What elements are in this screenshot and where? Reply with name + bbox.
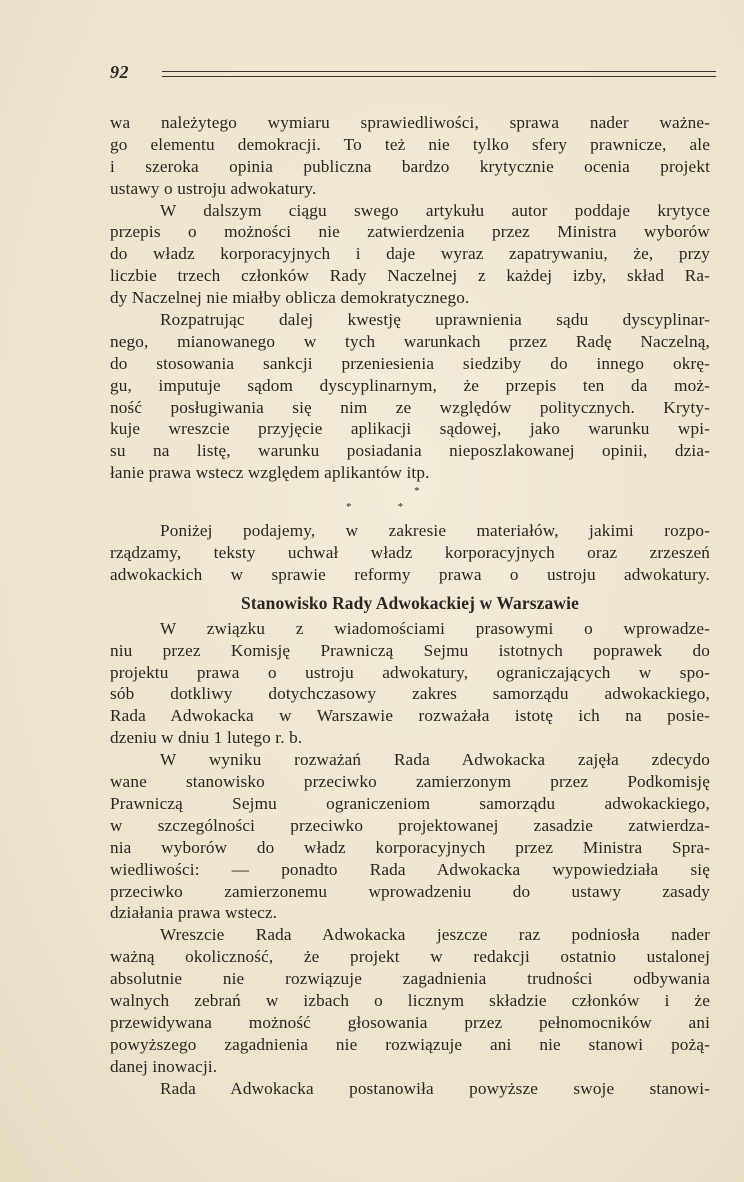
text-line: Wreszcie Rada Adwokacka jeszcze raz podniosła nader <box>160 925 710 945</box>
text-line: danej inowacji. <box>110 1056 218 1076</box>
paragraph <box>110 309 710 484</box>
text-line: Rada Adwokacka postanowiła powyższe swoje stanowi- <box>160 1078 710 1098</box>
paragraph <box>110 112 710 200</box>
text-line: wiedliwości: — ponadto Rada Adwokacka wypowiedziała się <box>110 859 710 879</box>
page-number: 92 <box>110 62 129 82</box>
text-line: wane stanowisko przeciwko zamierzonym przez Podkomisję <box>110 772 710 792</box>
body-text <box>110 112 710 1099</box>
separator-asterisk-left: * <box>346 501 352 514</box>
separator-asterisks <box>110 498 710 520</box>
text-line: nia wyborów do władz korporacyjnych przez Ministra Spra- <box>110 837 710 857</box>
text-line: rządzamy, teksty uchwał władz korporacyjnych oraz zrzeszeń <box>110 543 710 563</box>
text-line: walnych zebrań w izbach o licznym składzie członków i że <box>110 990 710 1010</box>
text-line: Rada Adwokacka w Warszawie rozważała istotę ich na posie- <box>110 706 710 726</box>
text-line: gu, imputuje sądom dyscyplinarnym, że przepis ten da moż- <box>110 375 710 395</box>
text-line: projektu prawa o ustroju adwokatury, ograniczających w spo- <box>110 662 710 682</box>
text-line: su na listę, warunku posiadania nieposzlakowanej opinii, dzia- <box>110 441 710 461</box>
text-line: przeciwko zamierzonemu wprowadzeniu do ustawy zasady <box>110 881 710 901</box>
text-line: Prawniczą Sejmu ograniczeniom samorządu adwokackiego, <box>110 793 710 813</box>
text-line: go elementu demokracji. To też nie tylko sfery prawnicze, ale <box>110 134 710 154</box>
text-line: łanie prawa wstecz względem aplikantów itp. <box>110 463 430 483</box>
text-line: działania prawa wstecz. <box>110 903 278 923</box>
section-heading: Stanowisko Rady Adwokackiej w Warszawie <box>241 592 579 613</box>
text-line: W związku z wiadomościami prasowymi o wprowadze- <box>160 618 710 638</box>
text-line: niu przez Komisję Prawniczą Sejmu istotnych poprawek do <box>110 640 710 660</box>
text-line: do stosowania sankcji przeniesienia siedziby do innego okrę- <box>110 353 710 373</box>
text-line: adwokackich w sprawie reformy prawa o ustroju adwokatury. <box>110 564 710 584</box>
text-line: sób dotkliwy dotychczasowy zakres samorządu adwokackiego, <box>110 684 710 704</box>
paragraph <box>110 200 710 309</box>
page-header <box>110 62 716 86</box>
text-line: W dalszym ciągu swego artykułu autor poddaje krytyce <box>160 200 710 220</box>
paragraph <box>110 618 710 749</box>
text-line: przewidywana możność głosowania przez pełnomocników ani <box>110 1012 710 1032</box>
text-line: Rozpatrując dalej kwestję uprawnienia sądu dyscyplinar- <box>160 310 710 330</box>
text-line: przepis o możności nie zatwierdzenia przez Ministra wyborów <box>110 222 710 242</box>
separator-asterisk-right: * <box>397 501 404 514</box>
text-line: dzeniu w dniu 1 lutego r. b. <box>110 728 303 748</box>
header-rule-top <box>162 71 716 72</box>
separator-asterisk-top: * <box>414 485 420 498</box>
text-line: ważną okoliczność, że projekt w redakcji ostatnio ustalonej <box>110 947 710 967</box>
text-line: kuje wreszcie przyjęcie aplikacji sądowej, jako warunku wpi- <box>110 419 710 439</box>
paragraph <box>110 749 710 924</box>
text-line: absolutnie nie rozwiązuje zagadnienia trudności odbywania <box>110 969 710 989</box>
text-line: nego, mianowanego w tych warunkach przez Radę Naczelną, <box>110 331 710 351</box>
text-line: i szeroka opinia publiczna bardzo krytycznie ocenia projekt <box>110 156 710 176</box>
text-line: powyższego zagadnienia nie rozwiązuje ani nie stanowi pożą- <box>110 1034 710 1054</box>
text-line: ustawy o ustroju adwokatury. <box>110 178 317 198</box>
paragraph <box>110 924 710 1077</box>
text-line: W wyniku rozważań Rada Adwokacka zajęła zdecydo <box>160 750 710 770</box>
text-line: wa należytego wymiaru sprawiedliwości, sprawa nader ważne- <box>110 113 710 132</box>
text-line: liczbie trzech członków Rady Naczelnej z każdej izby, skład Ra- <box>110 266 710 286</box>
paragraph <box>110 520 710 586</box>
text-line: w szczególności przeciwko projektowanej zasadzie zatwierdza- <box>110 815 710 835</box>
text-line: Poniżej podajemy, w zakresie materiałów, jakimi rozpo- <box>160 521 710 541</box>
text-line: do władz korporacyjnych i daje wyraz zapatrywaniu, że, przy <box>110 244 710 264</box>
header-rule-bottom <box>162 76 716 77</box>
paragraph <box>110 1078 710 1100</box>
text-line: dy Naczelnej nie miałby oblicza demokratycznego. <box>110 288 470 308</box>
text-line: ność posługiwania się nim ze względów politycznych. Kryty- <box>110 397 710 417</box>
